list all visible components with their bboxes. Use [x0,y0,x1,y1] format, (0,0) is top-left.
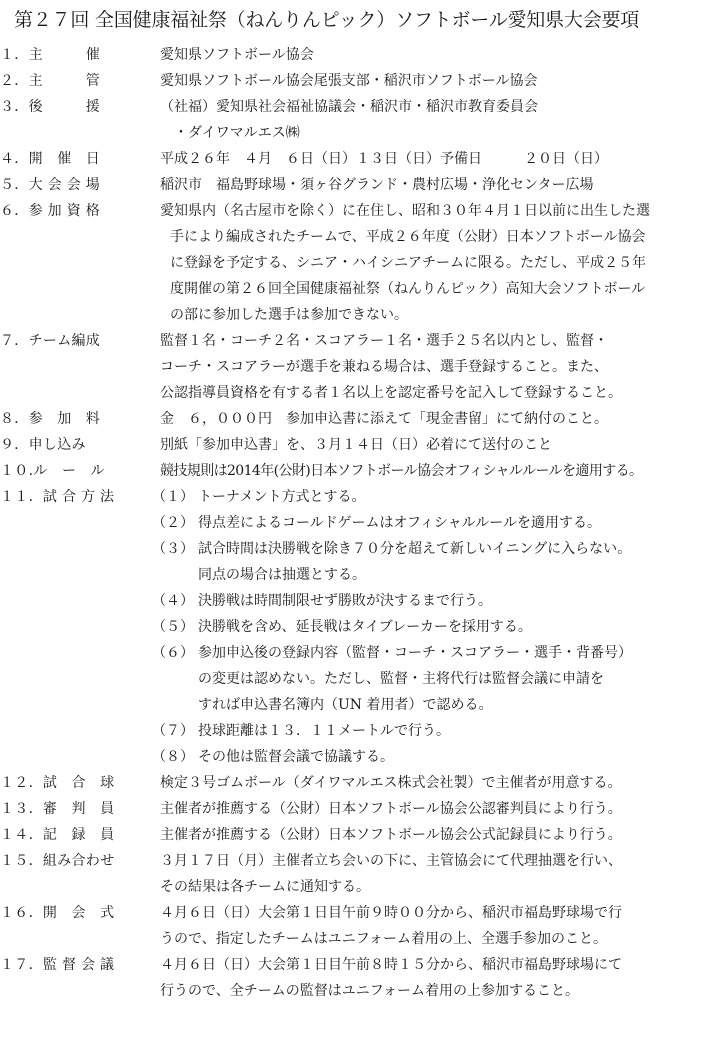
item-label: １１．試 合 方 法 [0,489,115,505]
item-text: の部に参加した選手は参加できない。 [170,307,408,323]
rule-entry [152,718,710,744]
rule-entry [152,536,710,588]
item-text: 監督１名・コーチ２名・スコアラー１名・選手２５名以内とし、監督・ [160,333,608,349]
list-item-application [0,432,710,458]
item-text: （社福）愛知県社会福祉協議会・稲沢市・稲沢市教育委員会 [160,99,538,115]
item-label: １３．審 判 員 [0,801,115,817]
rule-text: 得点差によるコールドゲームはオフィシャルルールを適用する。 [198,515,601,531]
rule-text: すれば申込書名簿内（UN 着用者）で認める。 [198,697,493,713]
item-label: ６．参 加 資 格 [0,203,101,219]
list-item-opening-ceremony [0,900,710,952]
rule-number: （５） [152,619,194,635]
item-text: ・ダイワマルエス㈱ [160,125,300,141]
list-item-support [0,94,710,146]
item-text: その結果は各チームに通知する。 [160,879,370,895]
rule-number: （６） [152,645,194,661]
item-text: ４月６日（日）大会第１日目午前９時００分から、稲沢市福島野球場で行 [160,905,622,921]
rule-text: トーナメント方式とする。 [198,489,366,505]
rule-text: 同点の場合は抽選とする。 [198,567,366,583]
item-label: １６．開 会 式 [0,905,115,921]
item-text: 愛知県ソフトボール協会尾張支部・稲沢市ソフトボール協会 [160,73,538,89]
document-title: 第２７回 全国健康福祉祭（ねんりんピック）ソフトボール愛知県大会要項 [14,9,640,31]
list-item-dates [0,146,710,172]
list-item-draw [0,848,710,900]
item-label: １０.ル ー ル [0,463,105,479]
rule-text: 決勝戦は時間制限せず勝敗が決するまで行う。 [198,593,492,609]
rule-entry [152,614,710,640]
rule-number: （８） [152,749,194,765]
item-label: ９．申し込み [0,437,86,453]
item-label: １４．記 録 員 [0,827,115,843]
rule-number: （１） [152,489,194,505]
requirements-list [0,42,710,1004]
item-text: 金 ６，０００円 参加申込書に添えて「現金書留」にて納付のこと。 [160,411,608,427]
item-label: ３．後 援 [0,99,101,115]
list-item-match-format [0,484,710,770]
list-item-organizer [0,42,710,68]
rule-text: 投球距離は１３．１１メートルで行う。 [198,723,450,739]
list-item-scorers [0,822,710,848]
item-text: 主催者が推薦する（公財）日本ソフトボール協会公認審判員により行う。 [160,801,622,817]
list-item-rules [0,458,710,484]
rule-entry [152,510,710,536]
item-text: 行うので、全チームの監督はユニフォーム着用の上参加すること。 [160,983,580,999]
item-label: ８．参 加 料 [0,411,101,427]
list-item-umpires [0,796,710,822]
rule-text: 決勝戦を含め、延長戦はタイブレーカーを採用する。 [198,619,532,635]
item-text: 愛知県ソフトボール協会 [160,47,314,63]
item-label: ２．主 管 [0,73,101,89]
item-text: 主催者が推薦する（公財）日本ソフトボール協会公式記録員により行う。 [160,827,622,843]
list-item-fee [0,406,710,432]
item-label: １．主 催 [0,47,101,63]
item-text: ３月１７日（月）主催者立ち会いの下に、主管協会にて代理抽選を行い、 [160,853,622,869]
item-text: 競技規則は2014年(公財)日本ソフトボール協会オフィシャルルールを適用する。 [160,463,643,479]
item-text: うので、指定したチームはユニフォーム着用の上、全選手参加のこと。 [160,931,608,947]
item-text: 手により編成されたチームで、平成２６年度（公財）日本ソフトボール協会 [170,229,646,245]
rule-number: （４） [152,593,194,609]
list-item-venue [0,172,710,198]
rule-entry [152,484,710,510]
rule-text: 参加申込後の登録内容（監督・コーチ・スコアラー・選手・背番号） [198,645,632,661]
item-text: 平成２６年 ４月 ６日（日）１３日（日）予備日 ２０日（日） [160,151,608,167]
item-text: に登録を予定する、シニア・ハイシニアチームに限る。ただし、平成２５年 [170,255,646,271]
item-label: ５．大 会 会 場 [0,177,101,193]
list-item-management [0,68,710,94]
rule-number: （３） [152,541,194,557]
rule-text: の変更は認めない。ただし、監督・主将代行は監督会議に申請を [198,671,604,687]
list-item-team-composition [0,328,710,406]
item-text: 愛知県内（名古屋市を除く）に在住し、昭和３０年４月１日以前に出生した選 [160,203,650,219]
rule-number: （２） [152,515,194,531]
item-label: １７．監 督 会 議 [0,957,115,973]
item-text: 公認指導員資格を有する者１名以上を認定番号を記入して登録すること。 [160,385,622,401]
rule-number: （７） [152,723,194,739]
item-label: ７．チーム編成 [0,333,101,349]
item-label: １５．組み合わせ [0,853,115,869]
rule-entry [152,744,710,770]
rule-entry [152,640,710,718]
item-label: ４．開 催 日 [0,151,101,167]
item-text: 別紙「参加申込書」を、３月１４日（日）必着にて送付のこと [160,437,552,453]
list-item-ball [0,770,710,796]
item-label: １２．試 合 球 [0,775,115,791]
item-text: 検定３号ゴムボール（ダイワマルエス株式会社製）で主催者が用意する。 [160,775,622,791]
list-item-eligibility [0,198,710,328]
rule-entry [152,588,710,614]
rule-text: その他は監督会議で協議する。 [198,749,394,765]
rule-text: 試合時間は決勝戦を除き７０分を超えて新しいイニングに入らない。 [198,541,632,557]
item-text: ４月６日（日）大会第１日目午前８時１５分から、稲沢市福島野球場にて [160,957,622,973]
list-item-managers-meeting [0,952,710,1004]
item-text: 度開催の第２６回全国健康福祉祭（ねんりんピック）高知大会ソフトボール [170,281,646,297]
item-text: 稲沢市 福島野球場・須ヶ谷グランド・農村広場・浄化センター広場 [160,177,594,193]
item-text: コーチ・スコアラーが選手を兼ねる場合は、選手登録すること。また、 [160,359,608,375]
